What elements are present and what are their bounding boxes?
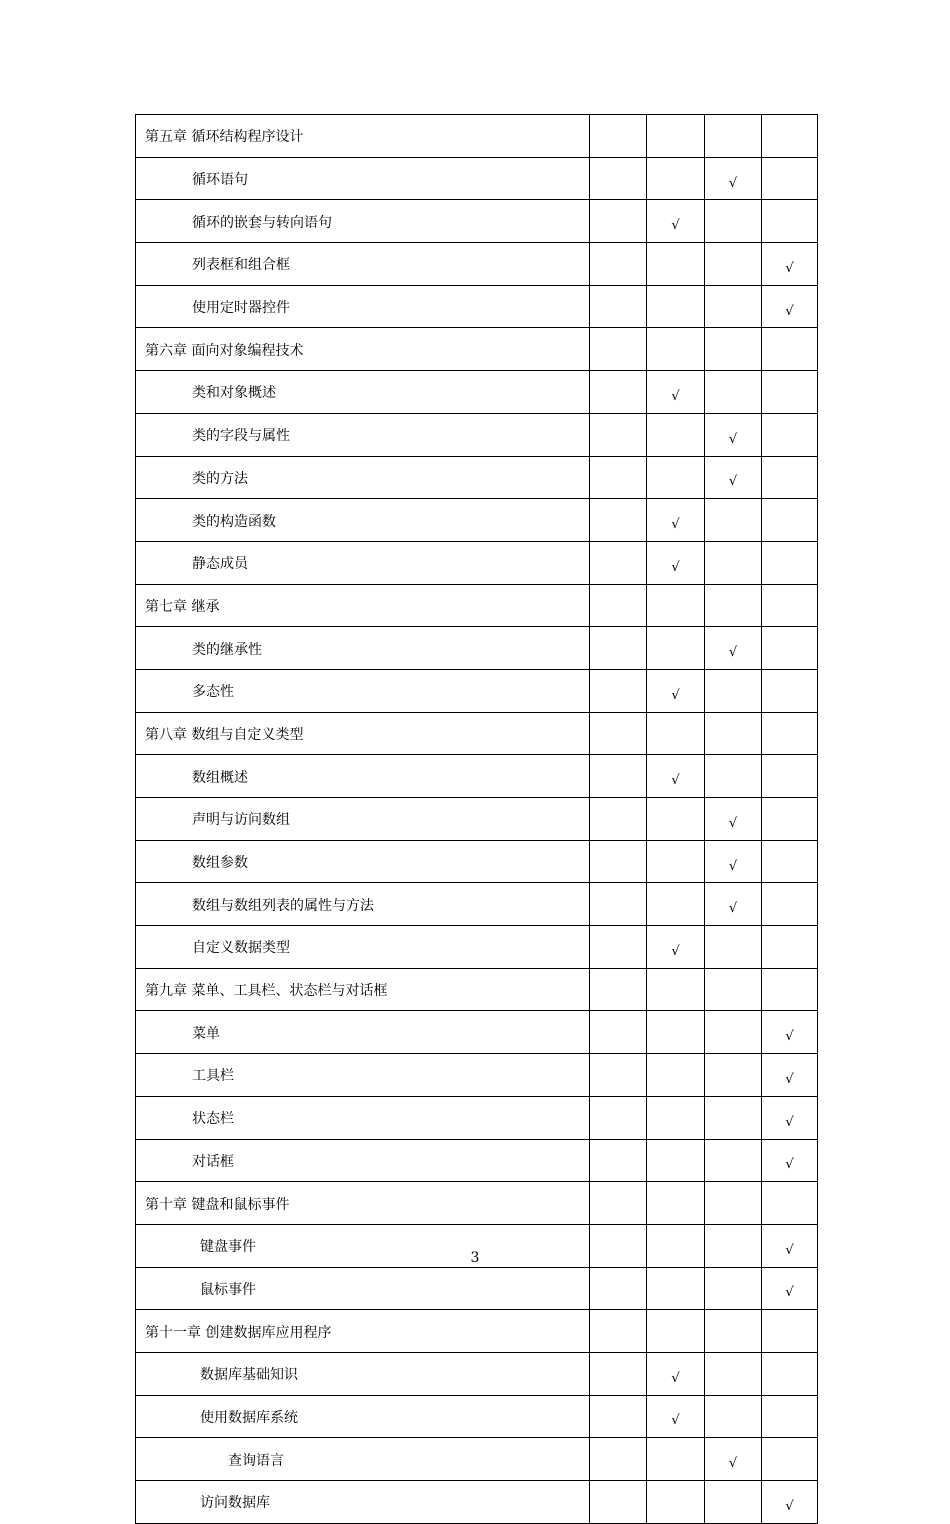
topic-row (136, 1011, 818, 1054)
level-cell-3 (705, 541, 762, 584)
topic-row (136, 243, 818, 286)
syllabus-table (135, 114, 818, 1524)
level-cell-3 (705, 669, 762, 712)
level-cell-1 (590, 115, 647, 158)
level-cell-2 (647, 328, 705, 371)
chapter-row (136, 115, 818, 158)
topic-row (136, 1267, 818, 1310)
chapter-title: 第七章 继承 (136, 584, 590, 627)
level-cell-1 (590, 499, 647, 542)
level-cell-2 (647, 627, 705, 670)
level-cell-2: √ (647, 371, 705, 414)
level-cell-2 (647, 798, 705, 841)
chapter-title: 第十章 键盘和鼠标事件 (136, 1182, 590, 1225)
level-cell-2: √ (647, 755, 705, 798)
level-cell-3 (705, 1267, 762, 1310)
topic-row (136, 1096, 818, 1139)
level-cell-1 (590, 755, 647, 798)
level-cell-1 (590, 1182, 647, 1225)
topic-row (136, 1139, 818, 1182)
level-cell-4: √ (762, 1267, 818, 1310)
level-cell-2 (647, 1182, 705, 1225)
level-cell-4 (762, 1438, 818, 1481)
level-cell-3 (705, 926, 762, 969)
level-cell-4: √ (762, 1139, 818, 1182)
chapter-row (136, 1310, 818, 1353)
level-cell-1 (590, 883, 647, 926)
level-cell-4 (762, 1310, 818, 1353)
chapter-title: 第八章 数组与自定义类型 (136, 712, 590, 755)
level-cell-3: √ (705, 883, 762, 926)
level-cell-3 (705, 243, 762, 286)
level-cell-4 (762, 371, 818, 414)
level-cell-1 (590, 840, 647, 883)
chapter-title: 第九章 菜单、工具栏、状态栏与对话框 (136, 968, 590, 1011)
level-cell-4: √ (762, 243, 818, 286)
syllabus-table-body (136, 115, 818, 1524)
level-cell-3 (705, 584, 762, 627)
level-cell-4 (762, 712, 818, 755)
topic-title: 鼠标事件 (136, 1267, 590, 1310)
level-cell-4 (762, 456, 818, 499)
level-cell-2 (647, 883, 705, 926)
level-cell-2 (647, 968, 705, 1011)
level-cell-2 (647, 1011, 705, 1054)
level-cell-1 (590, 968, 647, 1011)
level-cell-1 (590, 1096, 647, 1139)
topic-row (136, 1481, 818, 1524)
level-cell-1 (590, 413, 647, 456)
topic-title: 类的构造函数 (136, 499, 590, 542)
level-cell-1 (590, 328, 647, 371)
level-cell-4 (762, 840, 818, 883)
level-cell-4 (762, 798, 818, 841)
level-cell-3 (705, 1054, 762, 1097)
level-cell-1 (590, 243, 647, 286)
level-cell-4 (762, 883, 818, 926)
level-cell-2 (647, 1310, 705, 1353)
level-cell-4 (762, 1352, 818, 1395)
level-cell-4 (762, 115, 818, 158)
topic-row (136, 1395, 818, 1438)
level-cell-2 (647, 285, 705, 328)
level-cell-3: √ (705, 627, 762, 670)
level-cell-1 (590, 200, 647, 243)
level-cell-1 (590, 627, 647, 670)
topic-title: 使用定时器控件 (136, 285, 590, 328)
level-cell-3 (705, 200, 762, 243)
level-cell-2 (647, 1267, 705, 1310)
level-cell-4 (762, 200, 818, 243)
level-cell-3: √ (705, 157, 762, 200)
topic-title: 自定义数据类型 (136, 926, 590, 969)
topic-title: 类和对象概述 (136, 371, 590, 414)
chapter-title: 第十一章 创建数据库应用程序 (136, 1310, 590, 1353)
topic-row (136, 755, 818, 798)
topic-row (136, 413, 818, 456)
level-cell-2: √ (647, 1352, 705, 1395)
topic-title: 列表框和组合框 (136, 243, 590, 286)
topic-row (136, 926, 818, 969)
topic-row (136, 1438, 818, 1481)
level-cell-2 (647, 413, 705, 456)
topic-row (136, 840, 818, 883)
level-cell-4 (762, 968, 818, 1011)
level-cell-3 (705, 968, 762, 1011)
topic-row (136, 627, 818, 670)
topic-title: 查询语言 (136, 1438, 590, 1481)
level-cell-3 (705, 1139, 762, 1182)
level-cell-3 (705, 1011, 762, 1054)
chapter-title: 第六章 面向对象编程技术 (136, 328, 590, 371)
level-cell-4 (762, 584, 818, 627)
level-cell-2 (647, 712, 705, 755)
topic-row (136, 157, 818, 200)
topic-title: 状态栏 (136, 1096, 590, 1139)
topic-title: 多态性 (136, 669, 590, 712)
topic-title: 类的字段与属性 (136, 413, 590, 456)
topic-title: 类的继承性 (136, 627, 590, 670)
level-cell-1 (590, 712, 647, 755)
level-cell-2 (647, 1054, 705, 1097)
level-cell-1 (590, 541, 647, 584)
level-cell-3 (705, 285, 762, 328)
level-cell-1 (590, 1139, 647, 1182)
level-cell-4 (762, 627, 818, 670)
level-cell-1 (590, 1310, 647, 1353)
topic-title: 访问数据库 (136, 1481, 590, 1524)
topic-title: 循环语句 (136, 157, 590, 200)
level-cell-2 (647, 157, 705, 200)
level-cell-4 (762, 755, 818, 798)
level-cell-2: √ (647, 669, 705, 712)
level-cell-3 (705, 1481, 762, 1524)
level-cell-4: √ (762, 1224, 818, 1267)
topic-title: 类的方法 (136, 456, 590, 499)
level-cell-2 (647, 1481, 705, 1524)
topic-row (136, 798, 818, 841)
level-cell-1 (590, 669, 647, 712)
level-cell-1 (590, 1481, 647, 1524)
level-cell-3: √ (705, 413, 762, 456)
level-cell-4 (762, 328, 818, 371)
level-cell-4: √ (762, 1054, 818, 1097)
level-cell-1 (590, 285, 647, 328)
topic-title: 静态成员 (136, 541, 590, 584)
topic-title: 数组参数 (136, 840, 590, 883)
level-cell-2 (647, 1438, 705, 1481)
level-cell-1 (590, 1267, 647, 1310)
level-cell-2 (647, 1096, 705, 1139)
level-cell-3 (705, 328, 762, 371)
topic-title: 数据库基础知识 (136, 1352, 590, 1395)
level-cell-4 (762, 669, 818, 712)
level-cell-1 (590, 584, 647, 627)
chapter-row (136, 584, 818, 627)
level-cell-3 (705, 1352, 762, 1395)
topic-title: 循环的嵌套与转向语句 (136, 200, 590, 243)
topic-title: 工具栏 (136, 1054, 590, 1097)
topic-row (136, 541, 818, 584)
level-cell-4 (762, 541, 818, 584)
topic-row (136, 371, 818, 414)
level-cell-3 (705, 1096, 762, 1139)
level-cell-1 (590, 926, 647, 969)
level-cell-4 (762, 499, 818, 542)
level-cell-2: √ (647, 541, 705, 584)
chapter-row (136, 968, 818, 1011)
level-cell-1 (590, 1395, 647, 1438)
level-cell-4 (762, 157, 818, 200)
level-cell-1 (590, 1438, 647, 1481)
level-cell-4: √ (762, 285, 818, 328)
level-cell-3 (705, 371, 762, 414)
topic-row (136, 1054, 818, 1097)
level-cell-2 (647, 115, 705, 158)
level-cell-4 (762, 926, 818, 969)
level-cell-4: √ (762, 1481, 818, 1524)
level-cell-2: √ (647, 499, 705, 542)
topic-row (136, 883, 818, 926)
level-cell-2: √ (647, 200, 705, 243)
level-cell-1 (590, 157, 647, 200)
topic-row (136, 456, 818, 499)
level-cell-1 (590, 798, 647, 841)
level-cell-3 (705, 712, 762, 755)
level-cell-2 (647, 456, 705, 499)
level-cell-2 (647, 584, 705, 627)
chapter-row (136, 712, 818, 755)
level-cell-3: √ (705, 1438, 762, 1481)
level-cell-3 (705, 499, 762, 542)
topic-row (136, 1352, 818, 1395)
level-cell-2 (647, 243, 705, 286)
level-cell-3 (705, 1182, 762, 1225)
topic-title: 菜单 (136, 1011, 590, 1054)
level-cell-2: √ (647, 926, 705, 969)
level-cell-3 (705, 1310, 762, 1353)
topic-row (136, 499, 818, 542)
chapter-title: 第五章 循环结构程序设计 (136, 115, 590, 158)
level-cell-3: √ (705, 840, 762, 883)
level-cell-4 (762, 413, 818, 456)
topic-title: 数组与数组列表的属性与方法 (136, 883, 590, 926)
level-cell-1 (590, 1054, 647, 1097)
level-cell-1 (590, 1011, 647, 1054)
chapter-row (136, 1182, 818, 1225)
page-number: 3 (470, 1250, 480, 1266)
level-cell-4: √ (762, 1096, 818, 1139)
topic-row (136, 669, 818, 712)
level-cell-4: √ (762, 1011, 818, 1054)
level-cell-3: √ (705, 456, 762, 499)
level-cell-4 (762, 1395, 818, 1438)
level-cell-2 (647, 1139, 705, 1182)
level-cell-3 (705, 1395, 762, 1438)
level-cell-1 (590, 371, 647, 414)
topic-title: 对话框 (136, 1139, 590, 1182)
topic-row (136, 285, 818, 328)
topic-title: 声明与访问数组 (136, 798, 590, 841)
topic-title: 键盘事件 (136, 1224, 590, 1267)
level-cell-3: √ (705, 798, 762, 841)
topic-row (136, 200, 818, 243)
topic-title: 使用数据库系统 (136, 1395, 590, 1438)
level-cell-1 (590, 456, 647, 499)
level-cell-3 (705, 115, 762, 158)
chapter-row (136, 328, 818, 371)
level-cell-2 (647, 840, 705, 883)
level-cell-1 (590, 1352, 647, 1395)
level-cell-4 (762, 1182, 818, 1225)
level-cell-3 (705, 755, 762, 798)
topic-title: 数组概述 (136, 755, 590, 798)
level-cell-2: √ (647, 1395, 705, 1438)
